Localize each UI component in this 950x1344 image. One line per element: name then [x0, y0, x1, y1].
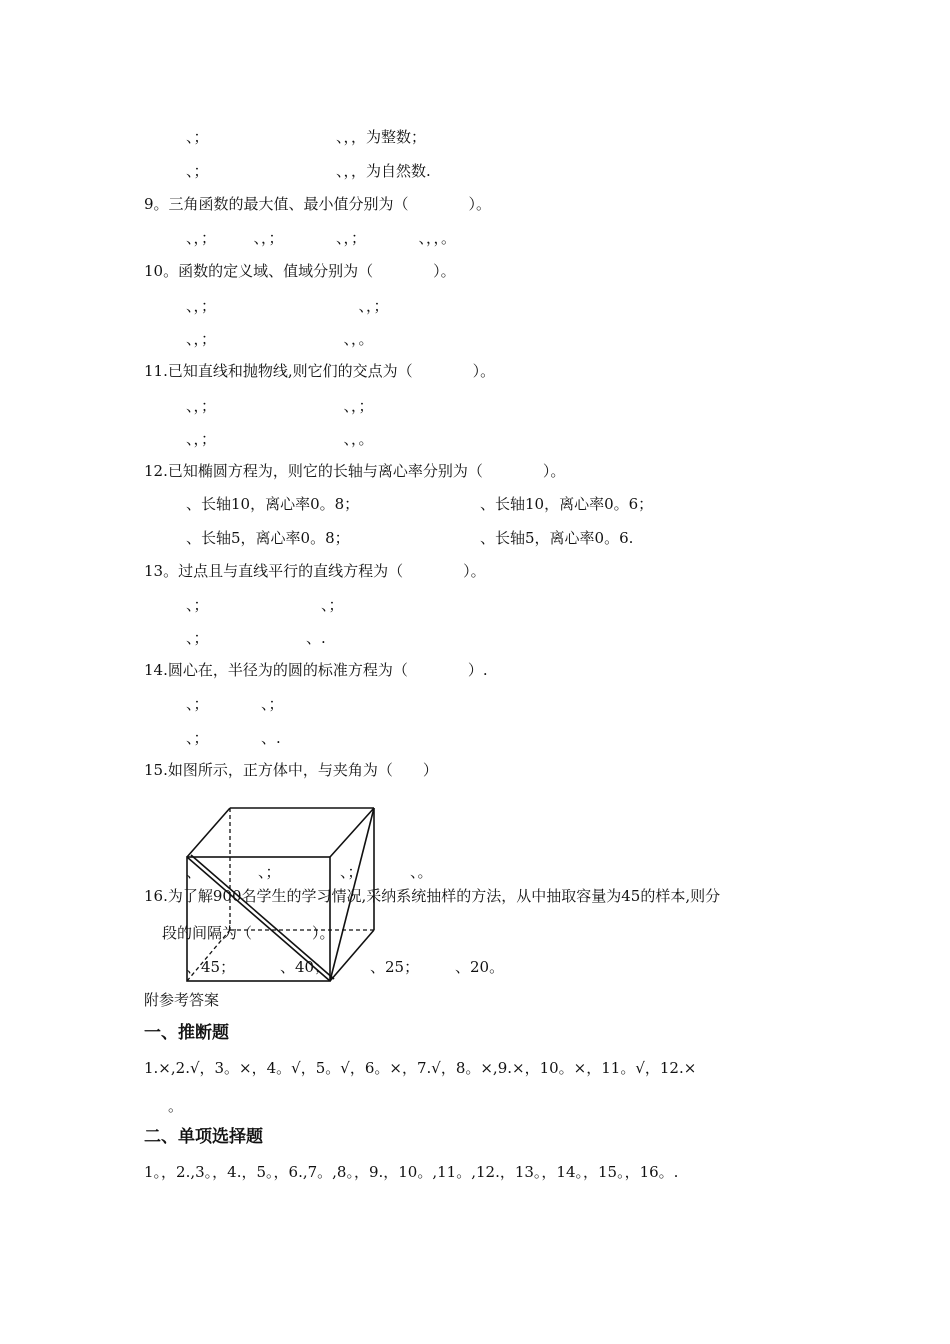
- question-16-option-a: 、45；: [186, 958, 236, 976]
- section-heading-single-choice: 二、单项选择题: [144, 1127, 263, 1147]
- question-15-option-a: 、: [186, 863, 202, 881]
- question-15-option-c: 、；: [340, 863, 363, 881]
- appendix-heading: 附参考答案: [144, 991, 220, 1009]
- question-10-options-2: 、，； 、，。: [186, 330, 374, 348]
- question-11-options-1: 、，； 、，；: [186, 397, 374, 415]
- question-15-option-b: 、；: [258, 863, 281, 881]
- question-12-option-d: 、长轴5，离心率0。6.: [480, 529, 634, 547]
- question-14-options-2: 、； 、.: [186, 729, 281, 747]
- question-9-options: 、，； 、，； 、，； 、，，。: [186, 229, 457, 247]
- question-10: 10。函数的定义域、值域分别为（ ）。: [144, 262, 456, 280]
- question-12-option-a: 、长轴10，离心率0。8；: [186, 495, 360, 513]
- question-11: 11.已知直线和抛物线,则它们的交点为（ ）。: [144, 362, 496, 380]
- section-heading-judgment: 一、推断题: [144, 1023, 229, 1043]
- question-14-options-1: 、； 、；: [186, 695, 284, 713]
- question-13-options-2: 、； 、.: [186, 629, 326, 647]
- question-12: 12.已知椭圆方程为，则它的长轴与离心率分别为（ ）。: [144, 462, 566, 480]
- question-10-options-1: 、，； 、，；: [186, 297, 389, 315]
- question-9: 9。三角函数的最大值、最小值分别为（ ）。: [144, 195, 492, 213]
- question-15: 15.如图所示，正方体中，与夹角为（ ）: [144, 761, 438, 779]
- cube-top-left-edge: [187, 808, 230, 857]
- question-16-option-d: 、20。: [455, 958, 505, 976]
- question-16: 16.为了解900名学生的学习情况,采纳系统抽样的方法，从中抽取容量为45的样本,则分: [144, 887, 721, 905]
- question-16-option-c: 、25；: [370, 958, 420, 976]
- option-line: 、； 、，，为自然数.: [186, 162, 431, 180]
- question-12-option-b: 、长轴10，离心率0。6；: [480, 495, 654, 513]
- question-11-options-2: 、，； 、，。: [186, 430, 374, 448]
- option-line: 、； 、，，为整数；: [186, 128, 427, 146]
- answers-single-choice: 1。，2.,3。，4.，5。，6.,7。,8。，9.，10。,11。,12.，13。，14。，15。，16。.: [144, 1163, 679, 1181]
- question-14: 14.圆心在，半径为的圆的标准方程为（ ）.: [144, 661, 488, 679]
- question-16-option-b: 、40；: [280, 958, 330, 976]
- question-16-continuation: 段的间隔为（ ）。: [162, 924, 335, 942]
- question-13-options-1: 、； 、；: [186, 596, 344, 614]
- question-13: 13。过点且与直线平行的直线方程为（ ）。: [144, 562, 486, 580]
- question-15-option-d: 、。: [410, 863, 433, 881]
- question-12-option-c: 、长轴5，离心率0。8；: [186, 529, 350, 547]
- answers-judgment-continuation: 。: [168, 1097, 184, 1115]
- answers-judgment: 1.×,2.√，3。×，4。√，5。√，6。×，7.√，8。×,9.×，10。×，11。√，12.×: [144, 1059, 697, 1077]
